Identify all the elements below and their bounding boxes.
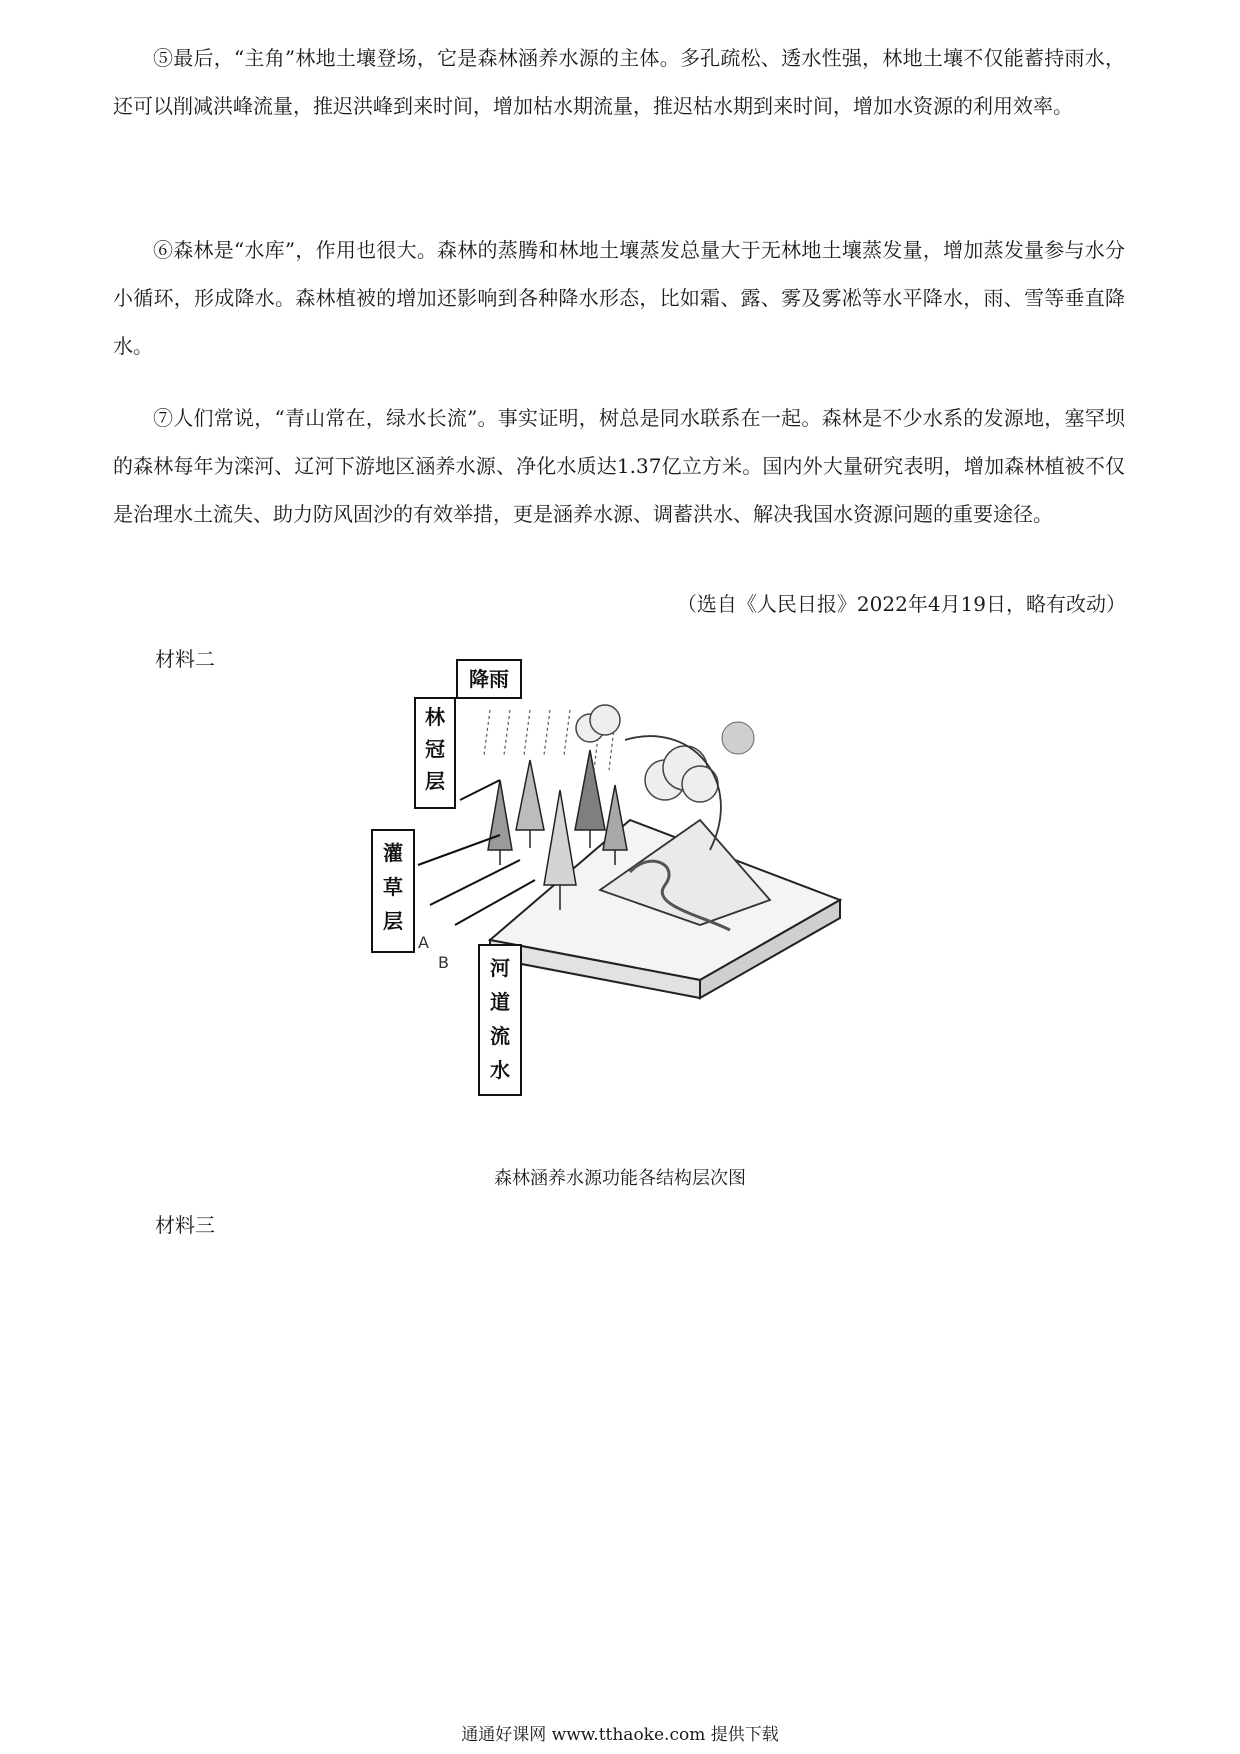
svg-text:流: 流 — [490, 1024, 510, 1048]
svg-text:道: 道 — [490, 990, 510, 1014]
svg-text:灌: 灌 — [383, 841, 403, 865]
source-citation: （选自《人民日报》2022年4月19日，略有改动） — [676, 592, 1126, 616]
svg-text:河: 河 — [490, 956, 510, 980]
label-river — [479, 945, 521, 1095]
svg-text:降雨: 降雨 — [469, 667, 509, 691]
material-2-heading: 材料二 — [155, 647, 215, 671]
label-rain — [457, 660, 521, 698]
paragraph-7: ⑦人们常说，“青山常在，绿水长流”。事实证明，树总是同水联系在一起。森林是不少水系的发源地，塞罕坝的森林每年为滦河、辽河下游地区涵养水源、净化水质达1.37亿立方米。国内外大量研究表明，增加森林植被不仅是治理水土流失、助力防风固沙的有效举措，更是涵养水源、调蓄洪水、解决我国水资源问题的重要途径。 — [113, 406, 1125, 526]
svg-text:层: 层 — [425, 769, 445, 793]
svg-text:层: 层 — [383, 909, 403, 933]
label-a: A — [418, 933, 429, 952]
footer-watermark: 通通好课网 www.tthaoke.com 提供下载 — [461, 1725, 779, 1745]
svg-text:水: 水 — [490, 1058, 510, 1082]
paragraph-6: ⑥森林是“水库”，作用也很大。森林的蒸腾和林地土壤蒸发总量大于无林地土壤蒸发量，增加蒸发量参与水分小循环，形成降水。森林植被的增加还影响到各种降水形态，比如霜、露、雾及雾凇等水平降水，雨、雪等垂直降水。 — [113, 238, 1125, 358]
svg-text:林: 林 — [425, 705, 445, 729]
sun-icon — [722, 722, 754, 754]
paragraph-5: ⑤最后，“主角”林地土壤登场，它是森林涵养水源的主体。多孔疏松、透水性强，林地土壤不仅能蓄持雨水，还可以削减洪峰流量，推迟洪峰到来时间，增加枯水期流量，推迟枯水期到来时间，增加水资源的利用效率。 — [113, 46, 1125, 118]
label-b: B — [438, 953, 449, 972]
diagram-caption: 森林涵养水源功能各结构层次图 — [494, 1168, 746, 1189]
forest-water-diagram — [383, 667, 840, 1100]
label-canopy — [415, 698, 455, 808]
material-3-heading: 材料三 — [155, 1213, 215, 1237]
svg-text:草: 草 — [383, 875, 403, 899]
svg-text:冠: 冠 — [425, 737, 445, 761]
label-shrub — [372, 830, 414, 952]
